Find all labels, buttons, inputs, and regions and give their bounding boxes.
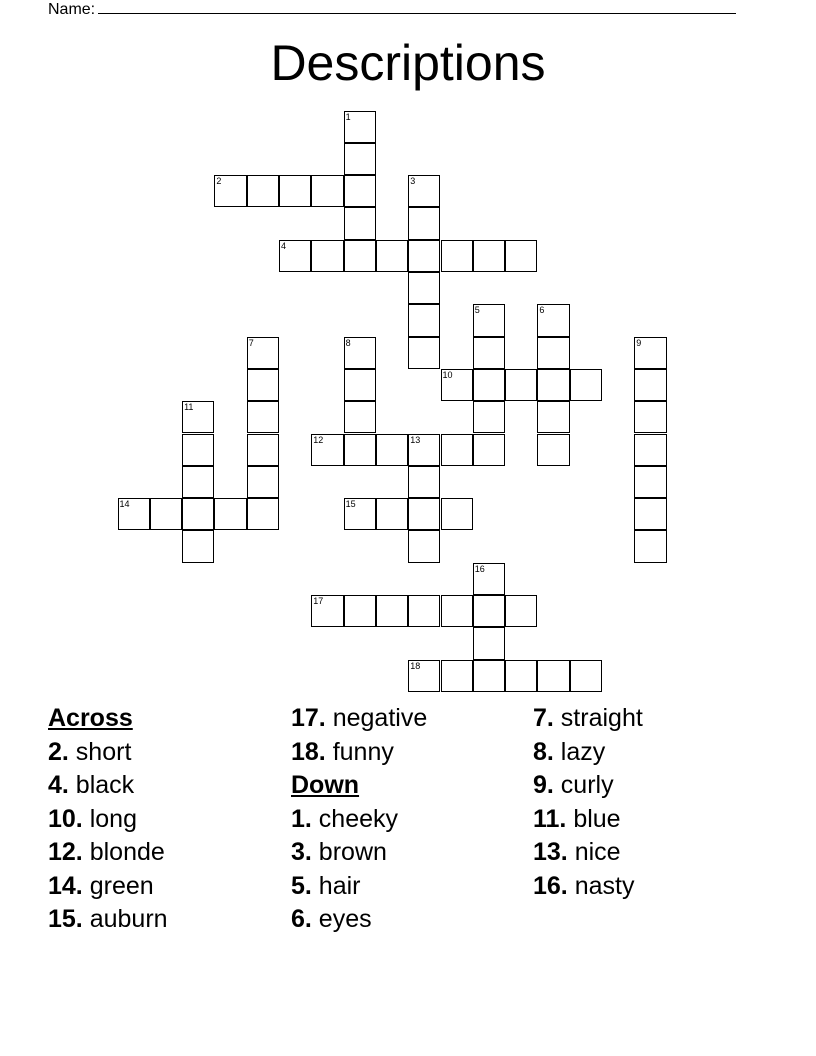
crossword-cell[interactable] xyxy=(150,498,182,530)
crossword-cell[interactable] xyxy=(537,369,569,401)
crossword-cell[interactable] xyxy=(408,498,440,530)
crossword-cell[interactable] xyxy=(505,660,537,692)
crossword-cell[interactable] xyxy=(214,498,246,530)
crossword-cell[interactable] xyxy=(634,434,666,466)
clue-item-text: straight xyxy=(553,704,643,732)
crossword-cell[interactable] xyxy=(473,627,505,659)
clue-item-text: brown xyxy=(311,838,387,866)
crossword-cell[interactable] xyxy=(570,660,602,692)
crossword-cell[interactable] xyxy=(247,466,279,498)
clue-number: 15 xyxy=(345,499,356,510)
crossword-cell[interactable] xyxy=(537,434,569,466)
clue-item-number: 12. xyxy=(48,838,83,866)
crossword-cell[interactable] xyxy=(214,175,246,207)
clue-item xyxy=(533,702,643,736)
clue-number: 14 xyxy=(119,499,130,510)
crossword-cell[interactable] xyxy=(408,240,440,272)
clues-column-2 xyxy=(291,702,427,937)
crossword-cell[interactable] xyxy=(311,240,343,272)
crossword-cell[interactable] xyxy=(408,175,440,207)
crossword-cell[interactable] xyxy=(505,369,537,401)
clue-item-number: 5. xyxy=(291,871,312,900)
across-heading: Across xyxy=(48,704,133,732)
crossword-cell[interactable] xyxy=(570,369,602,401)
crossword-cell[interactable] xyxy=(182,401,214,433)
clue-item xyxy=(48,903,168,937)
crossword-cell[interactable] xyxy=(247,434,279,466)
clue-item-number: 8. xyxy=(533,737,554,766)
crossword-cell[interactable] xyxy=(311,595,343,627)
name-label: Name: xyxy=(48,1,96,18)
crossword-cell[interactable] xyxy=(537,401,569,433)
crossword-cell[interactable] xyxy=(408,660,440,692)
clue-item-text: nice xyxy=(567,838,621,866)
clue-number: 3 xyxy=(410,176,416,187)
crossword-cell[interactable] xyxy=(344,143,376,175)
crossword-cell[interactable] xyxy=(118,498,150,530)
clue-item-number: 4. xyxy=(48,771,69,799)
clue-number: 5 xyxy=(474,305,480,316)
crossword-cell[interactable] xyxy=(182,498,214,530)
crossword-cell[interactable] xyxy=(634,530,666,562)
clue-item xyxy=(533,836,643,870)
crossword-cell[interactable] xyxy=(376,498,408,530)
crossword-cell[interactable] xyxy=(473,240,505,272)
clue-item xyxy=(48,870,168,904)
crossword-cell[interactable] xyxy=(505,240,537,272)
clue-item-text: nasty xyxy=(567,871,635,900)
clue-number: 8 xyxy=(345,337,351,348)
clue-item-text: curly xyxy=(553,771,614,799)
clue-item-number: 2. xyxy=(48,737,69,766)
clue-item-number: 7. xyxy=(533,704,554,732)
clue-item-number: 14. xyxy=(48,871,83,900)
crossword-cell[interactable] xyxy=(537,660,569,692)
crossword-cell[interactable] xyxy=(408,530,440,562)
clue-item-number: 3. xyxy=(291,838,312,866)
clue-item-number: 1. xyxy=(291,804,312,833)
clue-item xyxy=(48,769,168,803)
clue-number: 16 xyxy=(474,563,485,574)
clue-item-text: eyes xyxy=(311,905,372,933)
clue-item-text: short xyxy=(68,737,132,766)
crossword-cell[interactable] xyxy=(634,369,666,401)
crossword-cell[interactable] xyxy=(408,207,440,239)
crossword-cell[interactable] xyxy=(408,466,440,498)
clue-item xyxy=(48,836,168,870)
crossword-cell[interactable] xyxy=(441,434,473,466)
crossword-cell[interactable] xyxy=(634,401,666,433)
clue-item-number: 15. xyxy=(48,905,83,933)
clue-item-text: blue xyxy=(566,804,621,833)
crossword-cell[interactable] xyxy=(182,434,214,466)
crossword-cell[interactable] xyxy=(441,240,473,272)
crossword-cell[interactable] xyxy=(408,434,440,466)
crossword-cell[interactable] xyxy=(634,466,666,498)
crossword-cell[interactable] xyxy=(634,337,666,369)
crossword-cell[interactable] xyxy=(247,401,279,433)
clue-item xyxy=(291,702,427,736)
clue-item xyxy=(533,870,643,904)
down-heading: Down xyxy=(291,771,360,799)
clue-number: 1 xyxy=(345,111,351,122)
clue-number: 17 xyxy=(313,596,324,606)
clue-item-number: 13. xyxy=(533,838,568,866)
crossword-cell[interactable] xyxy=(473,369,505,401)
clue-number: 9 xyxy=(636,337,642,348)
clue-item xyxy=(48,736,168,770)
crossword-cell[interactable] xyxy=(441,498,473,530)
crossword-cell[interactable] xyxy=(408,595,440,627)
crossword-cell[interactable] xyxy=(473,434,505,466)
crossword-cell[interactable] xyxy=(279,240,311,272)
crossword-cell[interactable] xyxy=(182,530,214,562)
clue-item xyxy=(291,736,427,770)
crossword-cell[interactable] xyxy=(473,563,505,595)
clue-item-number: 18. xyxy=(291,737,326,766)
crossword-cell[interactable] xyxy=(247,337,279,369)
crossword-cell[interactable] xyxy=(182,466,214,498)
clue-item-text: green xyxy=(82,871,154,900)
crossword-cell[interactable] xyxy=(344,498,376,530)
clue-number: 2 xyxy=(216,176,222,187)
clue-number: 13 xyxy=(410,434,421,445)
clue-item xyxy=(533,736,643,770)
clue-item-text: lazy xyxy=(553,737,606,766)
crossword-cell[interactable] xyxy=(376,434,408,466)
clue-item xyxy=(533,769,643,803)
clue-item-number: 9. xyxy=(533,771,554,799)
crossword-cell[interactable] xyxy=(473,595,505,627)
crossword-cell[interactable] xyxy=(505,595,537,627)
crossword-cell[interactable] xyxy=(311,434,343,466)
crossword-cell[interactable] xyxy=(473,660,505,692)
clue-number: 7 xyxy=(248,337,254,348)
crossword-cell[interactable] xyxy=(376,240,408,272)
crossword-cell[interactable] xyxy=(344,595,376,627)
clue-item-number: 16. xyxy=(533,871,568,900)
clue-number: 10 xyxy=(442,369,453,380)
clue-item xyxy=(291,803,427,837)
crossword-cell[interactable] xyxy=(376,595,408,627)
page-title: Descriptions xyxy=(270,35,546,91)
crossword-cell[interactable] xyxy=(473,337,505,369)
crossword-cell[interactable] xyxy=(441,660,473,692)
crossword-cell[interactable] xyxy=(344,337,376,369)
crossword-cell[interactable] xyxy=(473,304,505,336)
clue-number: 11 xyxy=(184,402,194,413)
clue-item-text: funny xyxy=(325,737,394,766)
crossword-cell[interactable] xyxy=(247,498,279,530)
crossword-cell[interactable] xyxy=(247,175,279,207)
crossword-cell[interactable] xyxy=(344,175,376,207)
clues-column-3 xyxy=(533,702,643,903)
clue-item-text: cheeky xyxy=(311,804,399,833)
clue-item-number: 17. xyxy=(291,704,326,732)
crossword-cell[interactable] xyxy=(408,272,440,304)
clue-number: 18 xyxy=(410,660,421,671)
clue-item xyxy=(48,803,168,837)
clue-number: 12 xyxy=(313,434,324,445)
clue-item-text: auburn xyxy=(82,905,168,933)
crossword-cell[interactable] xyxy=(344,240,376,272)
crossword-cell[interactable] xyxy=(473,401,505,433)
crossword-cell[interactable] xyxy=(408,304,440,336)
crossword-cell[interactable] xyxy=(408,337,440,369)
crossword-cell[interactable] xyxy=(344,111,376,143)
crossword-cell[interactable] xyxy=(247,369,279,401)
clue-item-text: long xyxy=(82,804,137,833)
clue-item xyxy=(291,870,427,904)
clue-item-number: 11. xyxy=(533,804,567,833)
clue-item xyxy=(291,836,427,870)
clue-item-text: blonde xyxy=(82,838,165,866)
clue-item-text: black xyxy=(68,771,135,799)
clue-item xyxy=(533,803,643,837)
clue-item-number: 6. xyxy=(291,905,312,933)
crossword-cell[interactable] xyxy=(537,337,569,369)
clue-item-number: 10. xyxy=(48,804,83,833)
crossword-cell[interactable] xyxy=(537,304,569,336)
clues-column-1 xyxy=(48,702,168,937)
clue-number: 6 xyxy=(539,305,545,316)
clue-item-text: hair xyxy=(311,871,361,900)
clue-item xyxy=(291,903,427,937)
crossword-cell[interactable] xyxy=(441,369,473,401)
crossword-cell[interactable] xyxy=(344,434,376,466)
crossword-cell[interactable] xyxy=(344,207,376,239)
clue-number: 4 xyxy=(281,240,287,251)
crossword-cell[interactable] xyxy=(311,175,343,207)
crossword-cell[interactable] xyxy=(634,498,666,530)
clue-item-text: negative xyxy=(325,704,428,732)
crossword-cell[interactable] xyxy=(344,369,376,401)
crossword-cell[interactable] xyxy=(441,595,473,627)
crossword-cell[interactable] xyxy=(279,175,311,207)
crossword-cell[interactable] xyxy=(344,401,376,433)
